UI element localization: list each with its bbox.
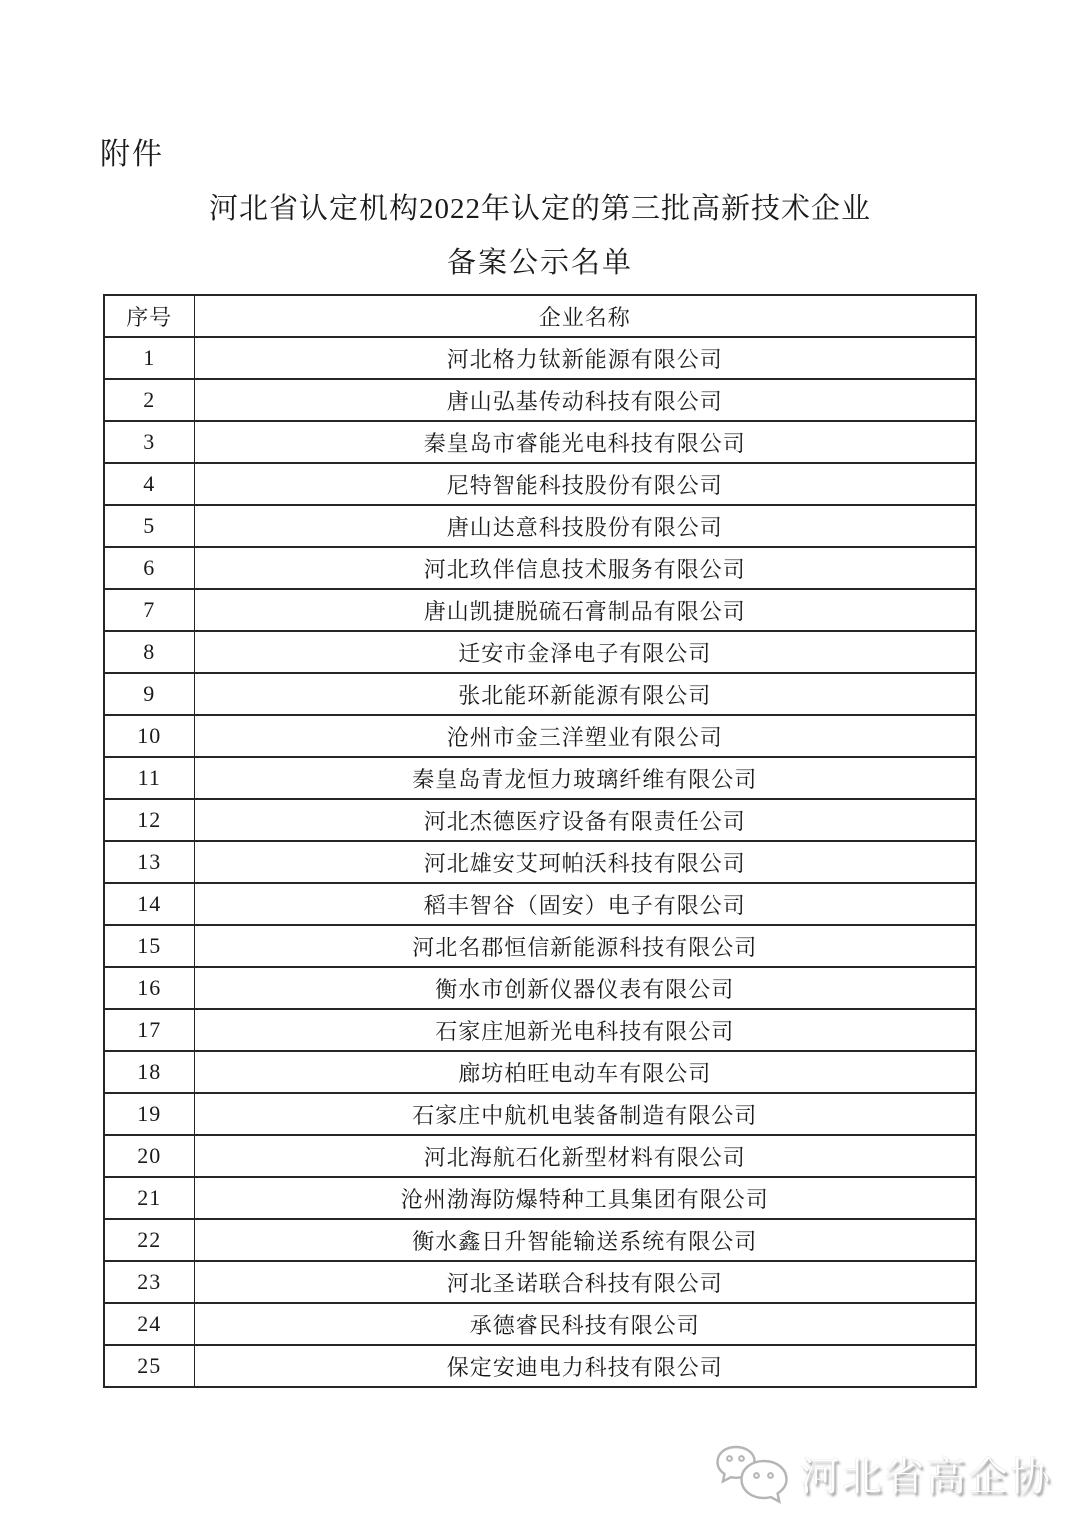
company-name: 稻丰智谷（固安）电子有限公司 xyxy=(194,883,976,925)
table-row xyxy=(104,1303,976,1345)
company-name: 沧州渤海防爆特种工具集团有限公司 xyxy=(194,1177,976,1219)
table-row xyxy=(104,1177,976,1219)
table-row xyxy=(104,841,976,883)
row-index: 11 xyxy=(104,757,194,799)
watermark-label: 河北省高企协 xyxy=(800,1455,1052,1499)
row-index: 3 xyxy=(104,421,194,463)
attachment-label: 附件 xyxy=(100,138,164,171)
company-name: 尼特智能科技股份有限公司 xyxy=(194,463,976,505)
row-index: 15 xyxy=(104,925,194,967)
table-row xyxy=(104,547,976,589)
wechat-icon xyxy=(714,1444,792,1510)
company-name: 沧州市金三洋塑业有限公司 xyxy=(194,715,976,757)
watermark xyxy=(714,1444,1052,1510)
table-row xyxy=(104,463,976,505)
company-name: 唐山弘基传动科技有限公司 xyxy=(194,379,976,421)
company-name: 廊坊柏旺电动车有限公司 xyxy=(194,1051,976,1093)
table-row xyxy=(104,1009,976,1051)
table-row xyxy=(104,757,976,799)
header-index: 序号 xyxy=(104,295,194,337)
company-name: 唐山凯捷脱硫石膏制品有限公司 xyxy=(194,589,976,631)
company-name: 承德睿民科技有限公司 xyxy=(194,1303,976,1345)
table-row xyxy=(104,1051,976,1093)
company-name: 河北格力钛新能源有限公司 xyxy=(194,337,976,379)
company-name: 衡水鑫日升智能输送系统有限公司 xyxy=(194,1219,976,1261)
company-name: 河北雄安艾珂帕沃科技有限公司 xyxy=(194,841,976,883)
company-name: 河北海航石化新型材料有限公司 xyxy=(194,1135,976,1177)
row-index: 7 xyxy=(104,589,194,631)
row-index: 23 xyxy=(104,1261,194,1303)
company-name: 保定安迪电力科技有限公司 xyxy=(194,1345,976,1387)
row-index: 20 xyxy=(104,1135,194,1177)
company-name: 张北能环新能源有限公司 xyxy=(194,673,976,715)
row-index: 17 xyxy=(104,1009,194,1051)
table-row xyxy=(104,715,976,757)
row-index: 25 xyxy=(104,1345,194,1387)
company-name: 石家庄中航机电装备制造有限公司 xyxy=(194,1093,976,1135)
row-index: 9 xyxy=(104,673,194,715)
table-row xyxy=(104,589,976,631)
row-index: 2 xyxy=(104,379,194,421)
company-name: 河北玖伴信息技术服务有限公司 xyxy=(194,547,976,589)
header-row xyxy=(104,295,976,337)
row-index: 10 xyxy=(104,715,194,757)
company-table-body xyxy=(104,337,976,1387)
table-row xyxy=(104,967,976,1009)
row-index: 14 xyxy=(104,883,194,925)
row-index: 19 xyxy=(104,1093,194,1135)
table-row xyxy=(104,379,976,421)
table-row xyxy=(104,1261,976,1303)
row-index: 21 xyxy=(104,1177,194,1219)
table-row xyxy=(104,1345,976,1387)
table-row xyxy=(104,1219,976,1261)
table-row xyxy=(104,1093,976,1135)
table-row xyxy=(104,505,976,547)
row-index: 4 xyxy=(104,463,194,505)
row-index: 12 xyxy=(104,799,194,841)
document-subtitle: 备案公示名单 xyxy=(446,247,633,279)
table-row xyxy=(104,631,976,673)
company-table xyxy=(103,294,977,1388)
row-index: 22 xyxy=(104,1219,194,1261)
document-title: 河北省认定机构2022年认定的第三批高新技术企业 xyxy=(208,193,871,225)
company-name: 迁安市金泽电子有限公司 xyxy=(194,631,976,673)
table-row xyxy=(104,799,976,841)
company-name: 河北圣诺联合科技有限公司 xyxy=(194,1261,976,1303)
row-index: 6 xyxy=(104,547,194,589)
row-index: 13 xyxy=(104,841,194,883)
row-index: 18 xyxy=(104,1051,194,1093)
company-table-header xyxy=(104,295,976,337)
company-name: 秦皇岛市睿能光电科技有限公司 xyxy=(194,421,976,463)
company-name: 秦皇岛青龙恒力玻璃纤维有限公司 xyxy=(194,757,976,799)
row-index: 24 xyxy=(104,1303,194,1345)
company-name: 衡水市创新仪器仪表有限公司 xyxy=(194,967,976,1009)
header-company-name: 企业名称 xyxy=(194,295,976,337)
table-row xyxy=(104,925,976,967)
row-index: 5 xyxy=(104,505,194,547)
company-name: 河北名郡恒信新能源科技有限公司 xyxy=(194,925,976,967)
row-index: 16 xyxy=(104,967,194,1009)
table-row xyxy=(104,1135,976,1177)
row-index: 1 xyxy=(104,337,194,379)
table-row xyxy=(104,421,976,463)
table-row xyxy=(104,673,976,715)
company-name: 河北杰德医疗设备有限责任公司 xyxy=(194,799,976,841)
table-row xyxy=(104,883,976,925)
row-index: 8 xyxy=(104,631,194,673)
company-name: 唐山达意科技股份有限公司 xyxy=(194,505,976,547)
table-row xyxy=(104,337,976,379)
company-name: 石家庄旭新光电科技有限公司 xyxy=(194,1009,976,1051)
